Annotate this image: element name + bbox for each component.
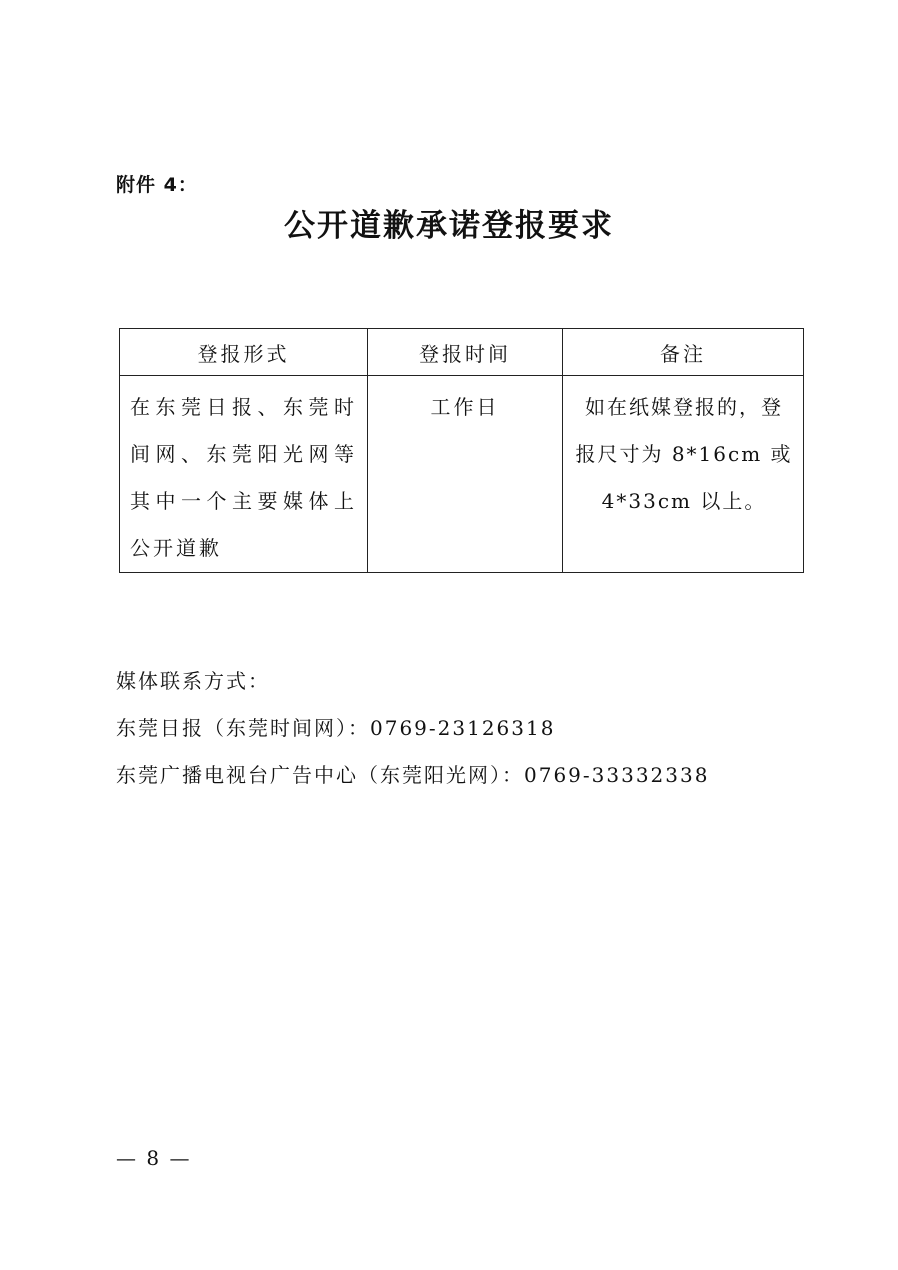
table-header-row bbox=[120, 329, 804, 376]
media-contacts bbox=[116, 658, 709, 799]
header-remarks: 备注 bbox=[563, 329, 804, 376]
publication-time-text: 工作日 bbox=[430, 395, 500, 419]
attachment-label: 附件 4： bbox=[116, 174, 198, 196]
cell-publication-form bbox=[120, 376, 368, 573]
cell-remarks bbox=[563, 376, 804, 573]
header-publication-form: 登报形式 bbox=[120, 329, 368, 376]
page-number: — 8 — bbox=[116, 1146, 192, 1170]
requirements-table bbox=[119, 328, 804, 573]
contact-line: 东莞日报（东莞时间网）：0769-23126318 bbox=[116, 716, 556, 740]
contacts-heading: 媒体联系方式： bbox=[116, 669, 270, 693]
page-title: 公开道歉承诺登报要求 bbox=[284, 208, 614, 244]
table-row bbox=[120, 376, 804, 573]
cell-publication-time bbox=[368, 376, 563, 573]
contact-line: 东莞广播电视台广告中心（东莞阳光网）：0769-33332338 bbox=[116, 763, 710, 787]
remarks-text: 如在纸媒登报的，登报尺寸为 8*16cm 或 4*33cm 以上。 bbox=[575, 395, 793, 513]
publication-form-text: 在东莞日报、东莞时间网、东莞阳光网等其中一个主要媒体上公开道歉 bbox=[130, 395, 357, 560]
header-publication-time: 登报时间 bbox=[368, 329, 563, 376]
